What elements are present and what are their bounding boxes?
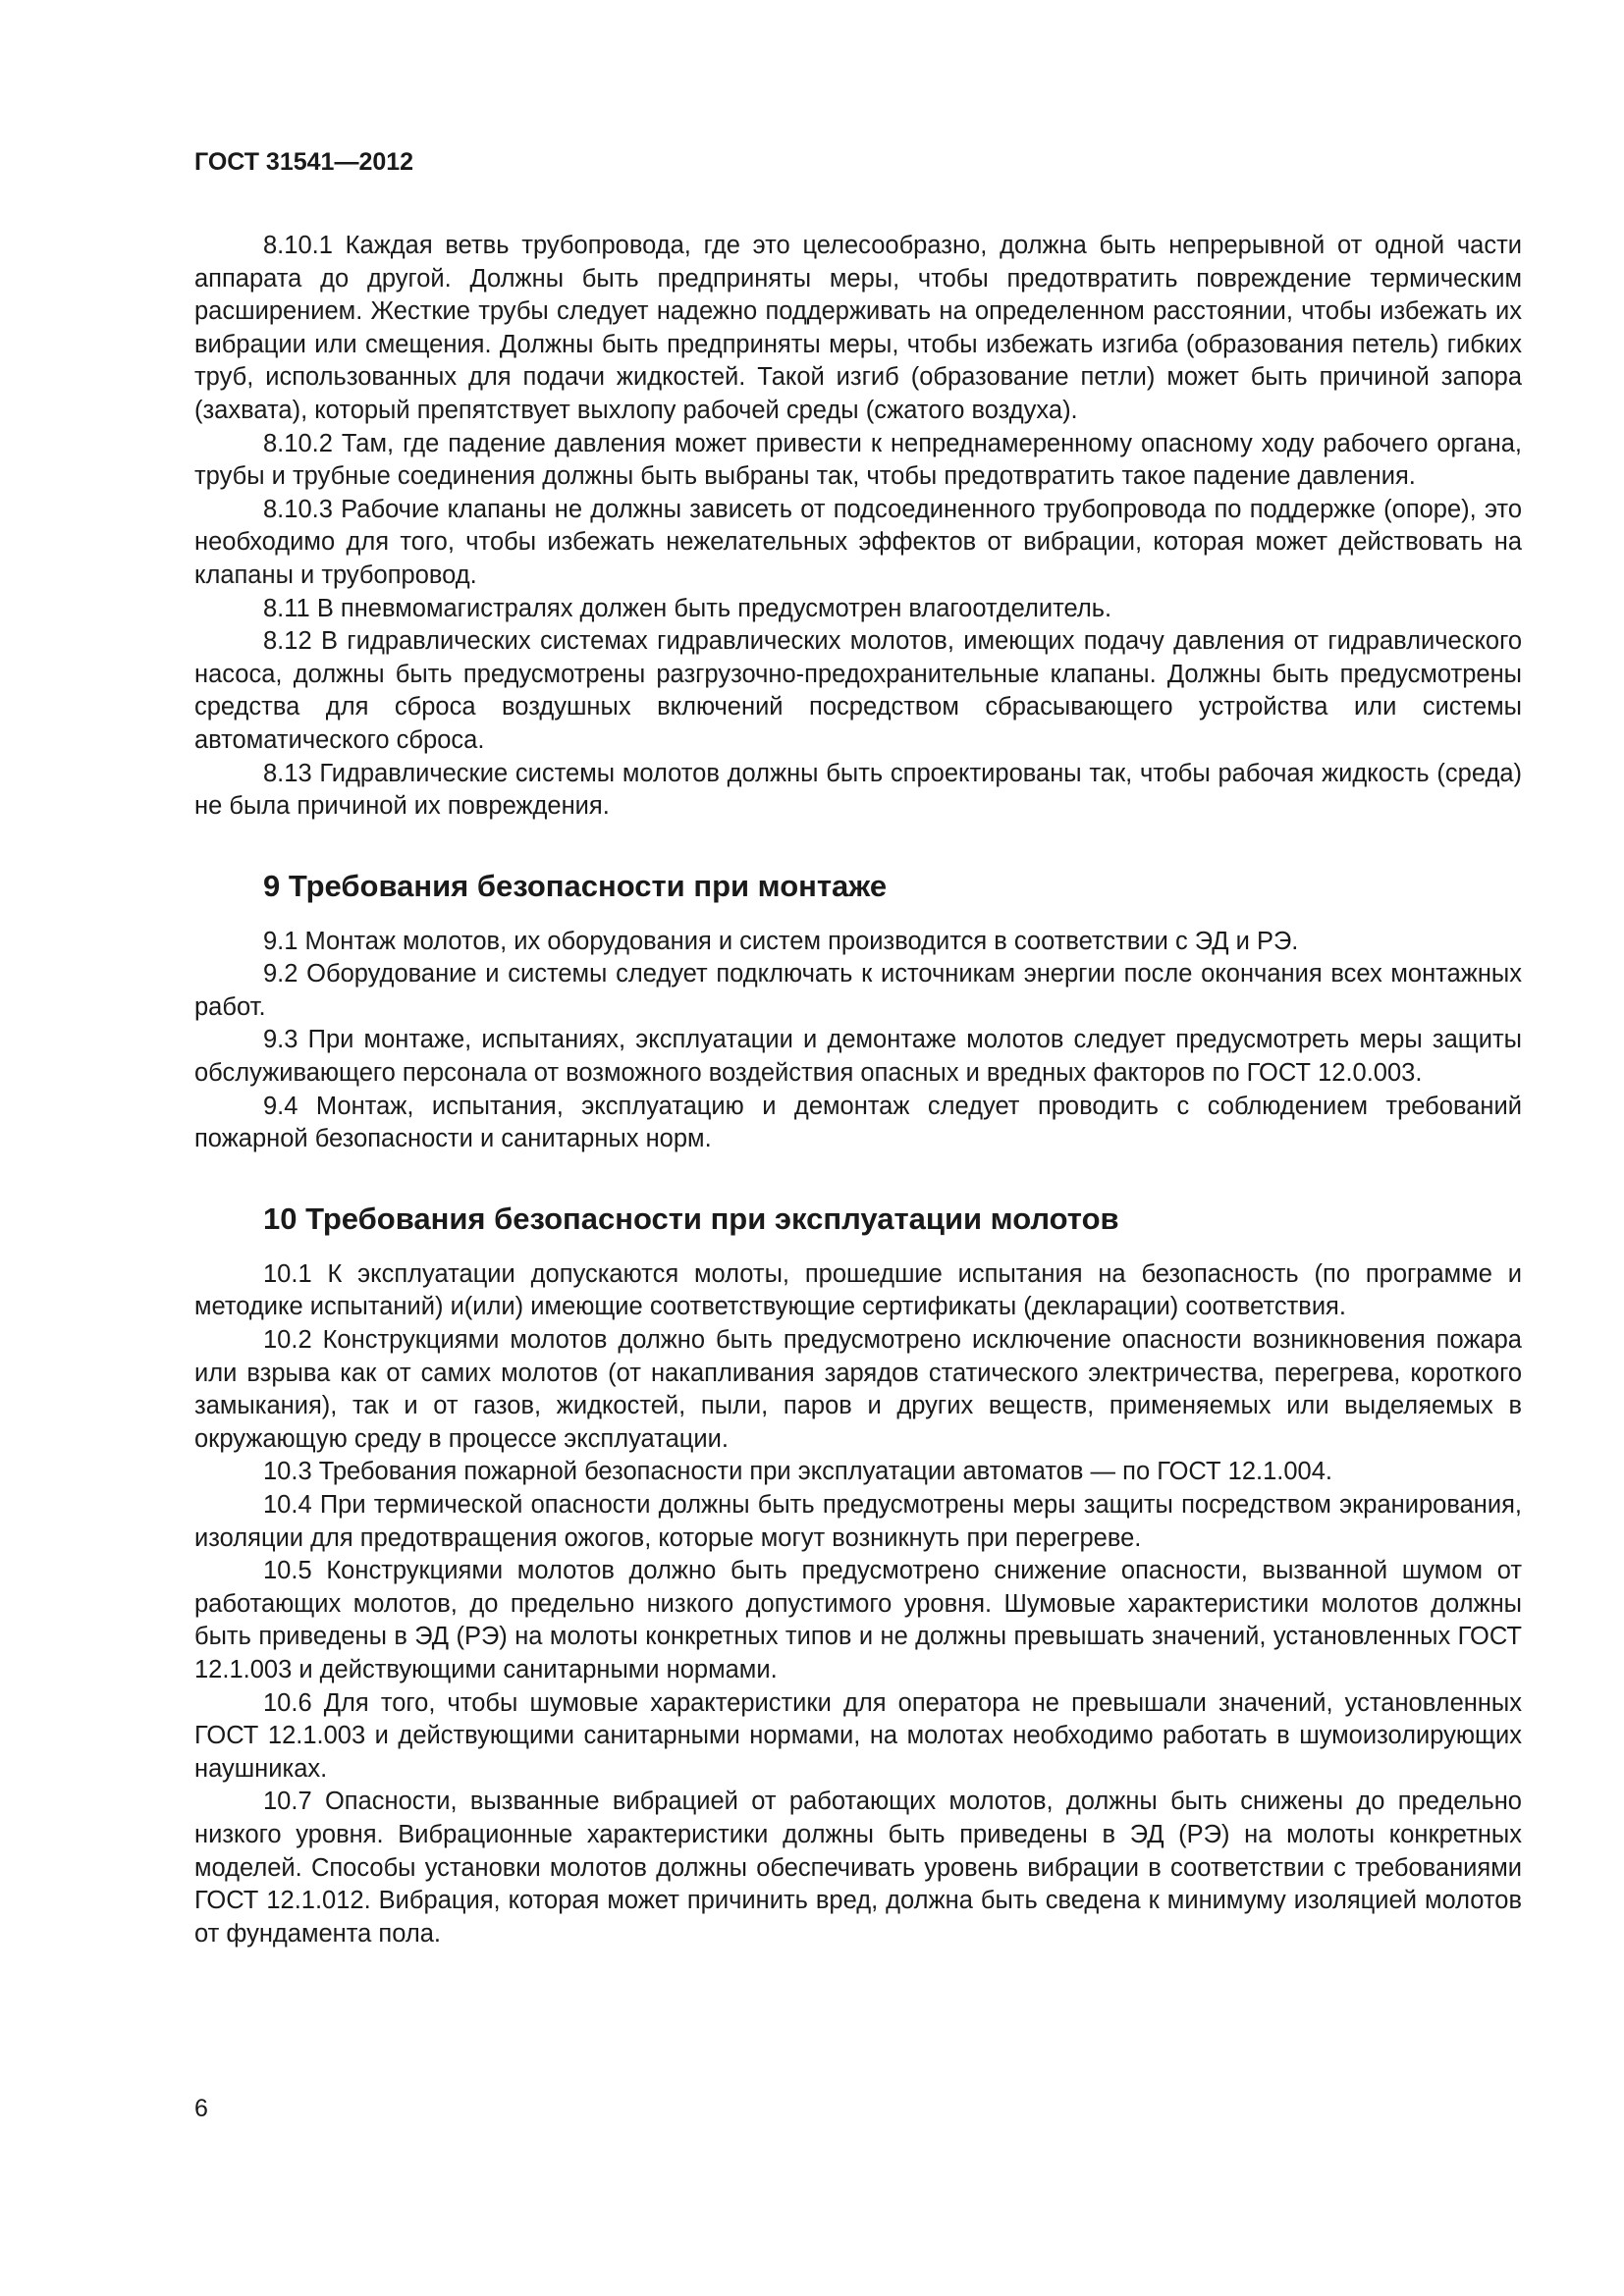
section-8-continuation <box>194 230 1522 824</box>
paragraph-10-1: 10.1 К эксплуатации допускаются молоты, прошедшие испытания на безопасность (по программе и методике испытаний) и(или) имеющие соответствующие сертификаты (декларации) соответствия. <box>194 1259 1522 1321</box>
section-9-title: 9 Требования безопасности при монтаже <box>263 868 888 903</box>
paragraph-10-3: 10.3 Требования пожарной безопасности при эксплуатации автоматов — по ГОСТ 12.1.004. <box>263 1458 1332 1486</box>
section-10 <box>194 1200 1522 1950</box>
section-10-title: 10 Требования безопасности при эксплуатации молотов <box>263 1201 1119 1236</box>
paragraph-9-4: 9.4 Монтаж, испытания, эксплуатацию и демонтаж следует проводить с соблюдением требований пожарной безопасности и санитарных норм. <box>194 1092 1522 1153</box>
page-number: 6 <box>194 2095 208 2122</box>
paragraph-9-3: 9.3 При монтаже, испытаниях, эксплуатации и демонтаже молотов следует предусмотреть меры защиты обслуживающего персонала от возможного воздействия опасных и вредных факторов по ГОСТ 12.0.003. <box>194 1026 1522 1088</box>
paragraph-8-13: 8.13 Гидравлические системы молотов должны быть спроектированы так, чтобы рабочая жидкость (среда) не была причиной их повреждения. <box>194 759 1522 821</box>
document-page <box>194 147 1522 1950</box>
paragraph-10-2: 10.2 Конструкциями молотов должно быть предусмотрено исключение опасности возникновения пожара или взрыва как от самих молотов (от накапливания зарядов статического электричества, перегрева, короткого замыкания), так и от газов, жидкостей, пыли, паров и других веществ, применяемых или выделяемых в окружающую среду в процессе эксплуатации. <box>194 1326 1522 1453</box>
paragraph-10-6: 10.6 Для того, чтобы шумовые характеристики для оператора не превышали значений, установленных ГОСТ 12.1.003 и действующими санитарными нормами, на молотах необходимо работать в шумоизолирующих наушниках. <box>194 1688 1522 1783</box>
paragraph-8-12: 8.12 В гидравлических системах гидравлических молотов, имеющих подачу давления от гидравлического насоса, должны быть предусмотрены разгрузочно-предохранительные клапаны. Должны быть предусмотрены средства для сброса воздушных включений посредством сбрасывающего устройства или системы автоматического сброса. <box>194 627 1522 754</box>
paragraph-9-2: 9.2 Оборудование и системы следует подключать к источникам энергии после окончания всех монтажных работ. <box>194 960 1522 1021</box>
paragraph-8-10-2: 8.10.2 Там, где падение давления может привести к непреднамеренному опасному ходу рабочего органа, трубы и трубные соединения должны быть выбраны так, чтобы предотвратить такое падение давления. <box>194 429 1522 491</box>
section-9 <box>194 867 1522 1156</box>
paragraph-8-11: 8.11 В пневмомагистралях должен быть предусмотрен влагоотделитель. <box>263 594 1112 622</box>
document-code-header: ГОСТ 31541—2012 <box>194 148 414 176</box>
paragraph-10-7: 10.7 Опасности, вызванные вибрацией от работающих молотов, должны быть снижены до предельно низкого уровня. Вибрационные характеристики должны быть приведены в ЭД (РЭ) на молоты конкретных моделей. Способы установки молотов должны обеспечивать уровень вибрации в соответствии с требованиями ГОСТ 12.1.012. Вибрация, которая может причинить вред, должна быть сведена к минимуму изоляцией молотов от фундамента пола. <box>194 1788 1522 1948</box>
paragraph-8-10-3: 8.10.3 Рабочие клапаны не должны зависеть от подсоединенного трубопровода по поддержке (опоре), это необходимо для того, чтобы избежать нежелательных эффектов от вибрации, которая может действовать на клапаны и трубопровод. <box>194 495 1522 589</box>
paragraph-9-1: 9.1 Монтаж молотов, их оборудования и систем производится в соответствии с ЭД и РЭ. <box>263 927 1299 955</box>
paragraph-10-4: 10.4 При термической опасности должны быть предусмотрены меры защиты посредством экранирования, изоляции для предотвращения ожогов, которые могут возникнуть при перегреве. <box>194 1491 1522 1552</box>
paragraph-8-10-1: 8.10.1 Каждая ветвь трубопровода, где это целесообразно, должна быть непрерывной от одной части аппарата до другой. Должны быть предприняты меры, чтобы предотвратить повреждение термическим расширением. Жесткие трубы следует надежно поддерживать на определенном расстоянии, чтобы избежать их вибрации или смещения. Должны быть предприняты меры, чтобы избежать изгиба (образования петель) гибких труб, использованных для подачи жидкостей. Такой изгиб (образование петли) может быть причиной запора (захвата), который препятствует выхлопу рабочей среды (сжатого воздуха). <box>194 232 1522 424</box>
paragraph-10-5: 10.5 Конструкциями молотов должно быть предусмотрено снижение опасности, вызванной шумом от работающих молотов, до предельно низкого допустимого уровня. Шумовые характеристики молотов должны быть приведены в ЭД (РЭ) на молоты конкретных типов и не должны превышать значений, установленных ГОСТ 12.1.003 и действующими санитарными нормами. <box>194 1557 1522 1683</box>
